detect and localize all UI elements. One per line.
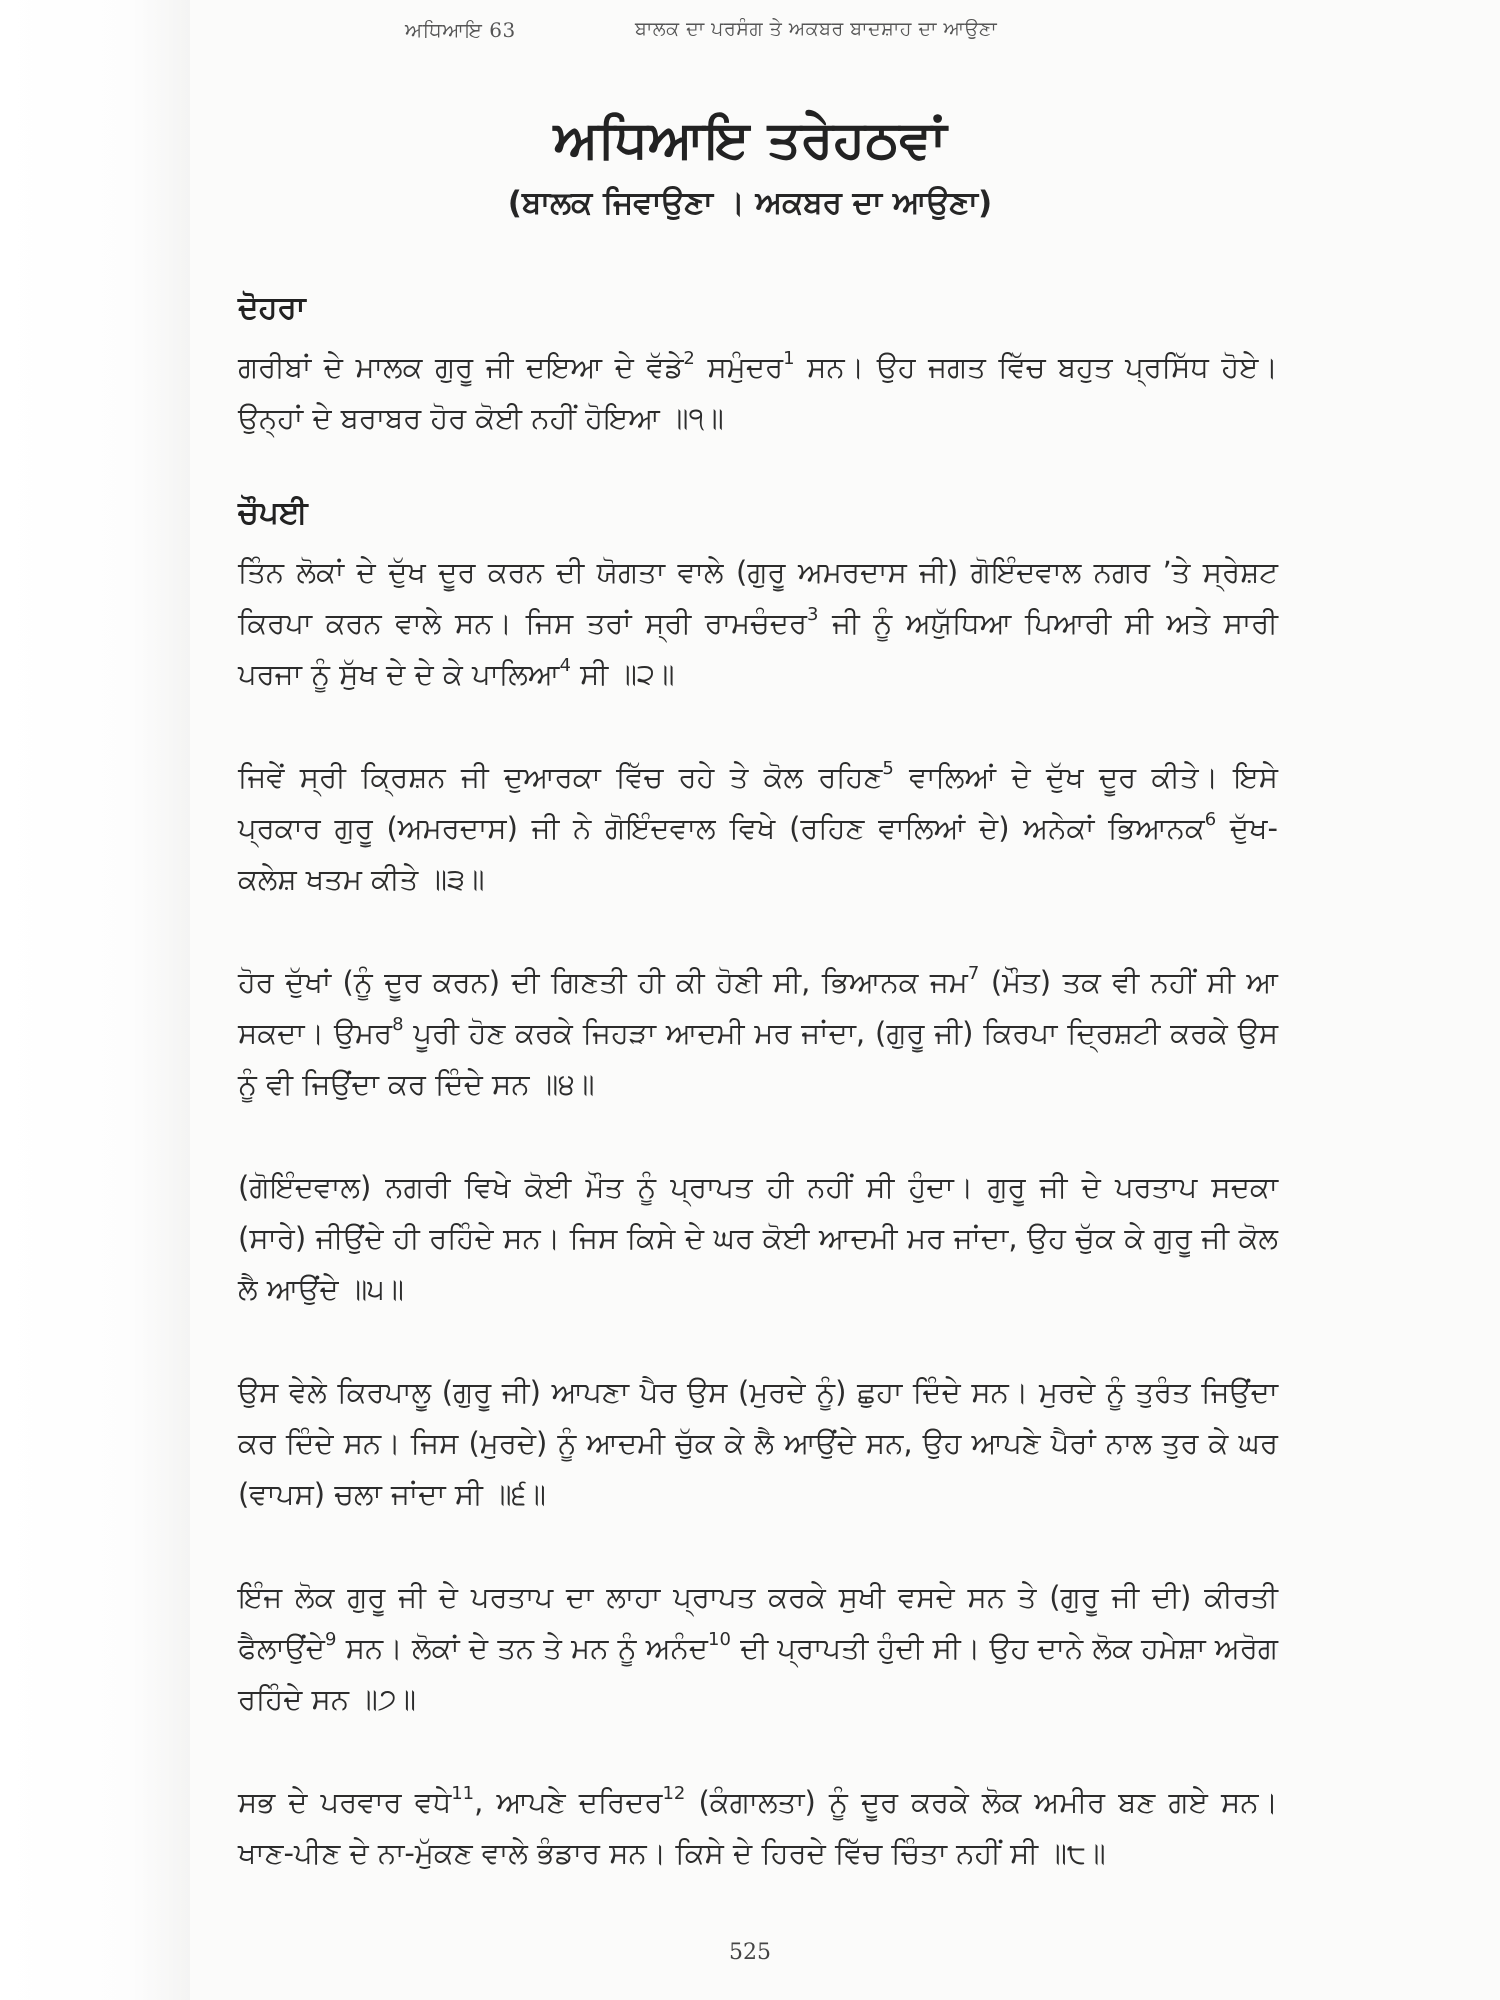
spacer (238, 700, 1278, 752)
verse-8: ਸਭ ਦੇ ਪਰਵਾਰ ਵਧੇ$^{11}$, ਆਪਣੇ ਦਰਿਦਰ$^{12}$ (ਕੰਗਾਲਤਾ) ਨੂੰ ਦੂਰ ਕਰਕੇ ਲੋਕ ਅਮੀਰ ਬਣ ਗਏ ਸਨ। ਖਾਣ-ਪੀਣ ਦੇ ਨਾ-ਮੁੱਕਣ ਵਾਲੇ ਭੰਡਾਰ ਸਨ। ਕਿਸੇ ਦੇ ਹਿਰਦੇ ਵਿੱਚ ਚਿੰਤਾ ਨਹੀਂ ਸੀ ॥੮॥ (238, 1783, 1278, 1870)
running-header-chapter: ਅਧਿਆਇ 63 (405, 18, 516, 42)
verse-2: ਤਿੰਨ ਲੋਕਾਂ ਦੇ ਦੁੱਖ ਦੂਰ ਕਰਨ ਦੀ ਯੋਗਤਾ ਵਾਲੇ (ਗੁਰੂ ਅਮਰਦਾਸ ਜੀ) ਗੋਇੰਦਵਾਲ ਨਗਰ ’ਤੇ ਸ੍ਰੇਸ਼ਟ ਕਿਰਪਾ ਕਰਨ ਵਾਲੇ ਸਨ। ਜਿਸ ਤਰਾਂ ਸ੍ਰੀ ਰਾਮਚੰਦਰ$^3$ ਜੀ ਨੂੰ ਅਯੁੱਧਿਆ ਪਿਆਰੀ ਸੀ ਅਤੇ ਸਾਰੀ ਪਰਜਾ ਨੂੰ ਸੁੱਖ ਦੇ ਦੇ ਕੇ ਪਾਲਿਆ$^4$ ਸੀ ॥੨॥ (238, 555, 1278, 691)
section-heading-chaupai: ਚੌਪਈ (238, 495, 308, 531)
footnote-marker: 7 (967, 963, 980, 985)
spacer (238, 444, 1278, 493)
running-header-title: ਬਾਲਕ ਦਾ ਪਰਸੰਗ ਤੇ ਅਕਬਰ ਬਾਦਸ਼ਾਹ ਦਾ ਆਉਣਾ (635, 18, 998, 40)
footnote-marker: 9 (325, 1629, 337, 1651)
spacer (238, 905, 1278, 957)
spacer (238, 1110, 1278, 1162)
page-number: 525 (729, 1940, 771, 1965)
verse-6: ਉਸ ਵੇਲੇ ਕਿਰਪਾਲੂ (ਗੁਰੂ ਜੀ) ਆਪਣਾ ਪੈਰ ਉਸ (ਮੁਰਦੇ ਨੂੰ) ਛੁਹਾ ਦਿੰਦੇ ਸਨ। ਮੁਰਦੇ ਨੂੰ ਤੁਰੰਤ ਜਿਉਂਦਾ ਕਰ ਦਿੰਦੇ ਸਨ। ਜਿਸ (ਮੁਰਦੇ) ਨੂੰ ਆਦਮੀ ਚੁੱਕ ਕੇ ਲੈ ਆਉਂਦੇ ਸਨ, ਉਹ ਆਪਣੇ ਪੈਰਾਂ ਨਾਲ ਤੁਰ ਕੇ ਘਰ (ਵਾਪਸ) ਚਲਾ ਜਾਂਦਾ ਸੀ ॥੬॥ (238, 1375, 1278, 1511)
chapter-title: ਅਧਿਆਇ ਤਰੇਹਠਵਾਂ (553, 110, 947, 170)
running-header (405, 18, 1105, 58)
footnote-marker: 1 (783, 348, 795, 370)
footnote-marker: 3 (806, 604, 819, 626)
footnote-marker: 12 (662, 1783, 686, 1805)
page-gutter-shadow (0, 0, 190, 2000)
spacer (238, 1315, 1278, 1367)
footnote-marker: 8 (392, 1014, 404, 1036)
footnote-marker: 6 (1204, 809, 1217, 831)
spacer (238, 1725, 1278, 1777)
verse-1: ਗਰੀਬਾਂ ਦੇ ਮਾਲਕ ਗੁਰੂ ਜੀ ਦਇਆ ਦੇ ਵੱਡੇ$^2$ ਸਮੁੰਦਰ$^1$ ਸਨ। ਉਹ ਜਗਤ ਵਿੱਚ ਬਹੁਤ ਪ੍ਰਸਿੱਧ ਹੋਏ। ਉਨ੍ਹਾਂ ਦੇ ਬਰਾਬਰ ਹੋਰ ਕੋਈ ਨਹੀਂ ਹੋਇਆ ॥੧॥ (238, 348, 1278, 435)
verse-7: ਇੰਜ ਲੋਕ ਗੁਰੂ ਜੀ ਦੇ ਪਰਤਾਪ ਦਾ ਲਾਹਾ ਪ੍ਰਾਪਤ ਕਰਕੇ ਸੁਖੀ ਵਸਦੇ ਸਨ ਤੇ (ਗੁਰੂ ਜੀ ਦੀ) ਕੀਰਤੀ ਫੈਲਾਉਂਦੇ$^9$ ਸਨ। ਲੋਕਾਂ ਦੇ ਤਨ ਤੇ ਮਨ ਨੂੰ ਅਨੰਦ$^{10}$ ਦੀ ਪ੍ਰਾਪਤੀ ਹੁੰਦੀ ਸੀ। ਉਹ ਦਾਨੇ ਲੋਕ ਹਮੇਸ਼ਾ ਅਰੋਗ ਰਹਿੰਦੇ ਸਨ ॥੭॥ (238, 1580, 1278, 1716)
footnote-marker: 2 (683, 348, 695, 370)
footnote-marker: 4 (559, 655, 571, 677)
verse-4: ਹੋਰ ਦੁੱਖਾਂ (ਨੂੰ ਦੂਰ ਕਰਨ) ਦੀ ਗਿਣਤੀ ਹੀ ਕੀ ਹੋਣੀ ਸੀ, ਭਿਆਨਕ ਜਮ$^7$ (ਮੌਤ) ਤਕ ਵੀ ਨਹੀਂ ਸੀ ਆ ਸਕਦਾ। ਉਮਰ$^8$ ਪੂਰੀ ਹੋਣ ਕਰਕੇ ਜਿਹੜਾ ਆਦਮੀ ਮਰ ਜਾਂਦਾ, (ਗੁਰੂ ਜੀ) ਕਿਰਪਾ ਦ੍ਰਿਸ਼ਟੀ ਕਰਕੇ ਉਸ ਨੂੰ ਵੀ ਜਿਉਂਦਾ ਕਰ ਦਿੰਦੇ ਸਨ ॥੪॥ (238, 963, 1279, 1101)
footnote-marker: 10 (708, 1629, 731, 1651)
verse-3: ਜਿਵੇਂ ਸ੍ਰੀ ਕ੍ਰਿਸ਼ਨ ਜੀ ਦੁਆਰਕਾ ਵਿੱਚ ਰਹੇ ਤੇ ਕੋਲ ਰਹਿਣ$^5$ ਵਾਲਿਆਂ ਦੇ ਦੁੱਖ ਦੂਰ ਕੀਤੇ। ਇਸੇ ਪ੍ਰਕਾਰ ਗੁਰੂ (ਅਮਰਦਾਸ) ਜੀ ਨੇ ਗੋਇੰਦਵਾਲ ਵਿਖੇ (ਰਹਿਣ ਵਾਲਿਆਂ ਦੇ) ਅਨੇਕਾਂ ਭਿਆਨਕ$^6$ ਦੁੱਖ-ਕਲੇਸ਼ ਖਤਮ ਕੀਤੇ ॥੩॥ (238, 758, 1278, 896)
spacer (238, 1520, 1278, 1572)
chapter-body (238, 288, 1278, 1879)
chapter-subtitle: (ਬਾਲਕ ਜਿਵਾਉਣਾ । ਅਕਬਰ ਦਾ ਆਉਣਾ) (507, 185, 993, 221)
verse-5: (ਗੋਇੰਦਵਾਲ) ਨਗਰੀ ਵਿਖੇ ਕੋਈ ਮੌਤ ਨੂੰ ਪ੍ਰਾਪਤ ਹੀ ਨਹੀਂ ਸੀ ਹੁੰਦਾ। ਗੁਰੂ ਜੀ ਦੇ ਪਰਤਾਪ ਸਦਕਾ (ਸਾਰੇ) ਜੀਉਂਦੇ ਹੀ ਰਹਿੰਦੇ ਸਨ। ਜਿਸ ਕਿਸੇ ਦੇ ਘਰ ਕੋਈ ਆਦਮੀ ਮਰ ਜਾਂਦਾ, ਉਹ ਚੁੱਕ ਕੇ ਗੁਰੂ ਜੀ ਕੋਲ ਲੈ ਆਉਂਦੇ ॥੫॥ (238, 1170, 1278, 1306)
footnote-marker: 11 (451, 1783, 475, 1805)
footnote-marker: 5 (882, 758, 894, 780)
section-heading-dohra: ਦੋਹਰਾ (238, 290, 306, 326)
